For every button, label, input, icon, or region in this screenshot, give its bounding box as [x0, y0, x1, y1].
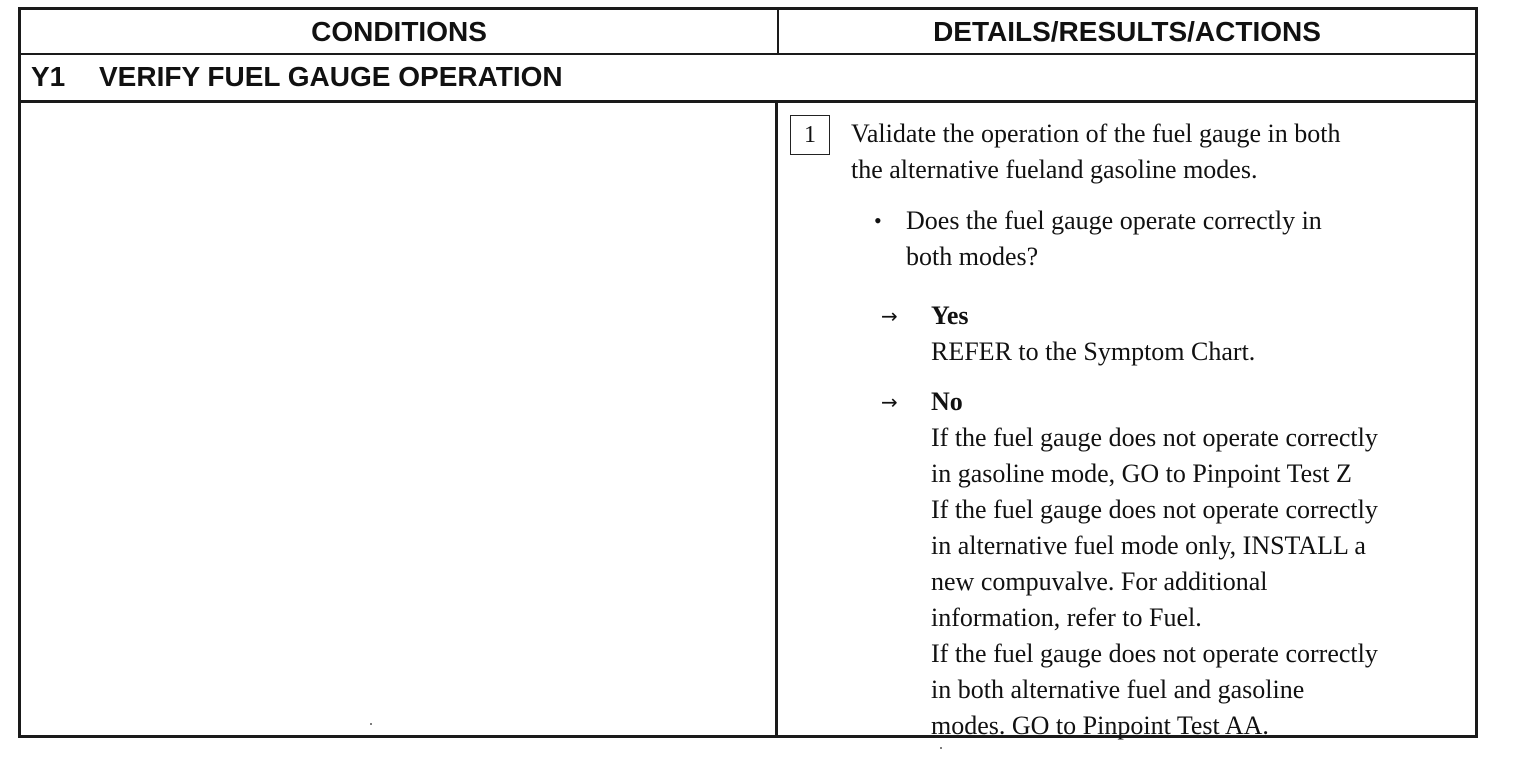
answer-line: modes. GO to Pinpoint Test AA.: [931, 711, 1269, 740]
answer-line: information, refer to Fuel.: [931, 603, 1202, 632]
test-step-id: Y1: [31, 61, 66, 92]
question-line: both modes?: [906, 242, 1039, 271]
scan-speck: [370, 723, 372, 725]
table-header-row: [21, 10, 1475, 55]
conditions-cell: [21, 103, 775, 735]
test-step-title: VERIFY FUEL GAUGE OPERATION: [99, 61, 563, 92]
instruction-line: Validate the operation of the fuel gauge in both: [851, 119, 1341, 148]
conditions-header: CONDITIONS: [311, 15, 487, 47]
answer-line: If the fuel gauge does not operate correctly: [931, 495, 1378, 524]
answer-line: REFER to the Symptom Chart.: [931, 337, 1256, 366]
answer-line: in gasoline mode, GO to Pinpoint Test Z: [931, 459, 1352, 488]
bullet-icon: •: [874, 208, 882, 233]
arrow-right-icon: →: [881, 304, 898, 328]
details-cell: [778, 103, 1475, 740]
instruction-line: the alternative fueland gasoline modes.: [851, 155, 1258, 184]
answer-yes-body: [931, 334, 1476, 370]
answer-no-body: [931, 420, 1476, 744]
details-results-actions-header: DETAILS/RESULTS/ACTIONS: [933, 15, 1321, 47]
answer-line: If the fuel gauge does not operate correctly: [931, 423, 1378, 452]
question-line: Does the fuel gauge operate correctly in: [906, 206, 1322, 235]
question-text: [906, 203, 1426, 275]
instruction-text: [851, 116, 1451, 188]
answer-yes-label: Yes: [931, 301, 969, 330]
arrow-right-icon: →: [881, 390, 898, 414]
step-number-box: 1: [790, 115, 830, 155]
scan-speck: [940, 747, 942, 749]
answer-line: If the fuel gauge does not operate correctly: [931, 639, 1378, 668]
test-step-title-row: [21, 55, 1475, 103]
answer-line: in alternative fuel mode only, INSTALL a: [931, 531, 1366, 560]
answer-no-label: No: [931, 387, 963, 416]
answer-line: in both alternative fuel and gasoline: [931, 675, 1305, 704]
answer-line: new compuvalve. For additional: [931, 567, 1268, 596]
diagnostic-table: [18, 7, 1478, 738]
